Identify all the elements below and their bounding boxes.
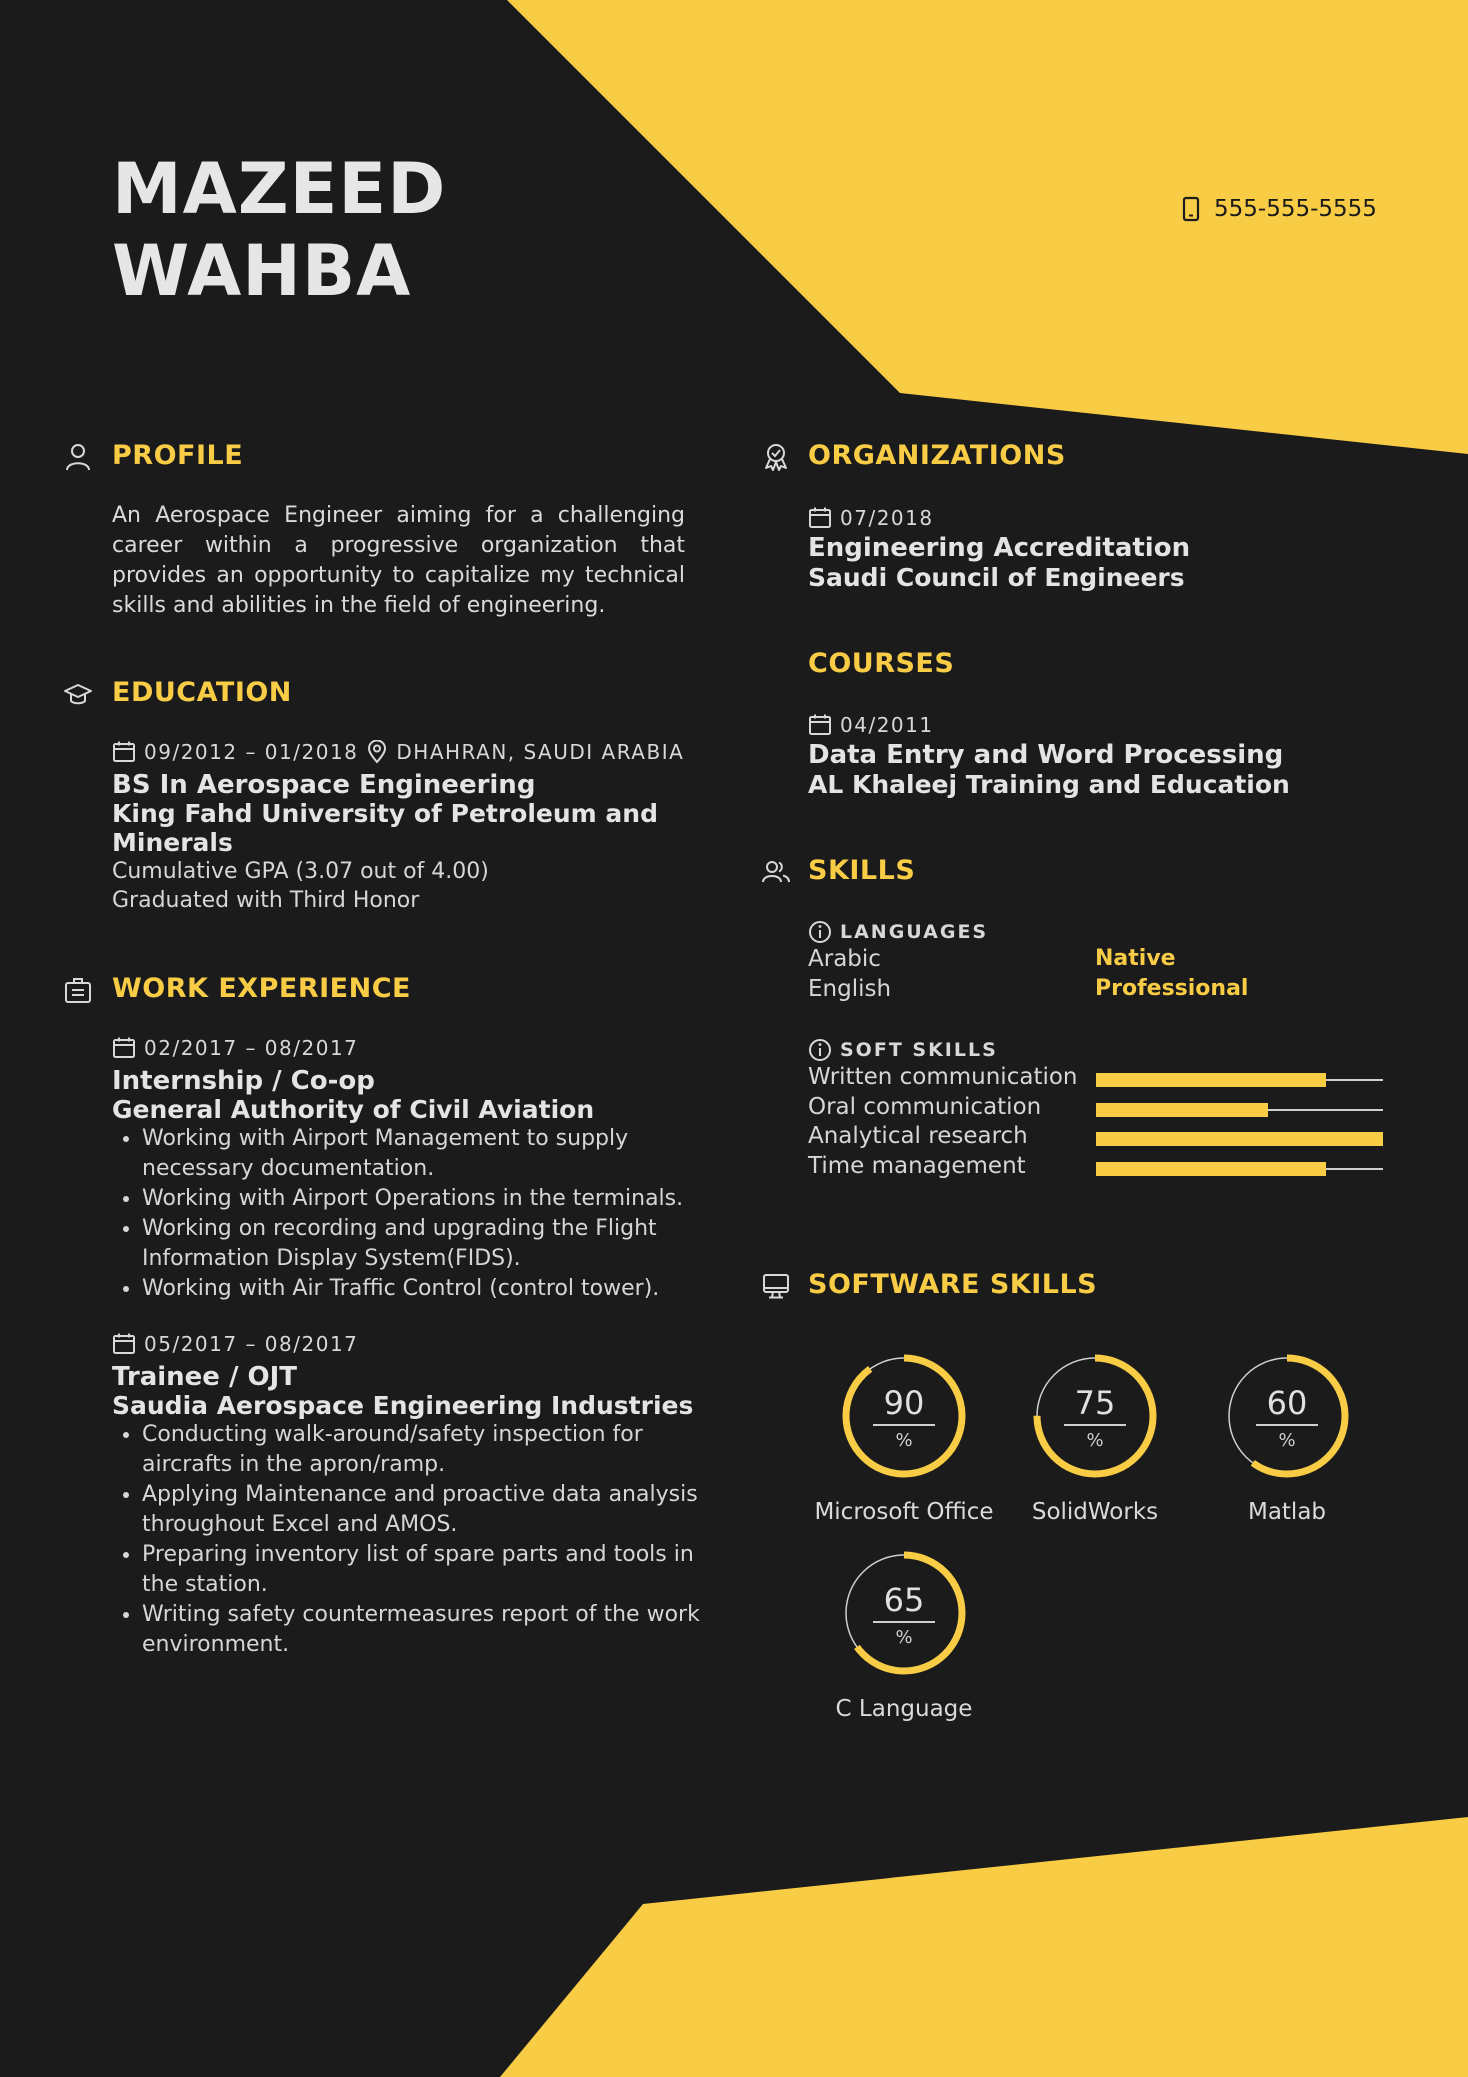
monitor-icon bbox=[761, 1271, 791, 1301]
calendar-icon bbox=[808, 714, 832, 736]
job1-company: General Authority of Civil Aviation bbox=[112, 1095, 595, 1124]
language-name: Arabic bbox=[808, 946, 881, 972]
job2-meta bbox=[112, 1332, 358, 1356]
job2-company: Saudia Aerospace Engineering Industries bbox=[112, 1391, 694, 1420]
course-name: Data Entry and Word Processing bbox=[808, 740, 1284, 770]
gauge-unit: % bbox=[895, 1627, 913, 1648]
education-degree: BS In Aerospace Engineering bbox=[112, 770, 536, 800]
job2-bullets bbox=[112, 1420, 707, 1660]
job2-date: 05/2017 – 08/2017 bbox=[144, 1332, 359, 1356]
organization-org: Saudi Council of Engineers bbox=[808, 563, 1185, 592]
info-icon bbox=[808, 1038, 832, 1062]
education-school-line2: Minerals bbox=[112, 828, 233, 857]
work-title: WORK EXPERIENCE bbox=[112, 973, 411, 1004]
language-level: Native bbox=[1095, 946, 1176, 971]
list-item: • Working on recording and upgrading the Flight Information Display System(FIDS). bbox=[142, 1214, 707, 1274]
briefcase-icon bbox=[63, 975, 93, 1005]
education-school-line1: King Fahd University of Petroleum and bbox=[112, 799, 658, 828]
soft-skill-name: Oral communication bbox=[808, 1093, 1042, 1120]
gauge-value: 75 bbox=[1074, 1384, 1116, 1422]
languages-subheading bbox=[808, 920, 988, 944]
gauge-value: 65 bbox=[883, 1581, 925, 1619]
gauge-value: 90 bbox=[883, 1384, 925, 1422]
education-title: EDUCATION bbox=[112, 677, 292, 708]
list-item: • Conducting walk-around/safety inspection for aircrafts in the apron/ramp. bbox=[142, 1420, 707, 1480]
candidate-name bbox=[112, 148, 446, 312]
organization-meta bbox=[808, 506, 934, 530]
location-pin-icon bbox=[366, 740, 388, 764]
graduation-cap-icon bbox=[63, 679, 93, 709]
language-level: Professional bbox=[1095, 976, 1249, 1001]
organization-date: 07/2018 bbox=[840, 506, 934, 530]
first-name: MAZEED bbox=[112, 148, 447, 230]
profile-text: An Aerospace Engineer aiming for a challenging career within a progressive organization that provides an opportunity to capitalize my technical skills and abilities in the field of engineering. bbox=[112, 503, 685, 618]
soft-skill-name: Time management bbox=[808, 1152, 1026, 1179]
software-skills-title: SOFTWARE SKILLS bbox=[808, 1269, 1098, 1300]
language-name: English bbox=[808, 976, 892, 1002]
gauge-label: SolidWorks bbox=[1031, 1499, 1159, 1525]
gauge-label: Microsoft Office bbox=[814, 1499, 994, 1525]
skill-bar-fill bbox=[1096, 1132, 1383, 1146]
languages-title: LANGUAGES bbox=[840, 921, 989, 943]
gauge-divider bbox=[873, 1424, 935, 1426]
gauge-unit: % bbox=[895, 1430, 913, 1451]
soft-skills-title: SOFT SKILLS bbox=[840, 1039, 998, 1061]
list-item: • Working with Airport Management to supply necessary documentation. bbox=[142, 1124, 707, 1184]
info-icon bbox=[808, 920, 832, 944]
gauge-unit: % bbox=[1278, 1430, 1296, 1451]
calendar-icon bbox=[112, 741, 136, 763]
people-icon bbox=[761, 857, 791, 887]
skills-title: SKILLS bbox=[808, 855, 916, 886]
gauge-value: 60 bbox=[1266, 1384, 1308, 1422]
job1-bullets bbox=[112, 1124, 707, 1304]
soft-skill-name: Analytical research bbox=[808, 1123, 1028, 1150]
soft-skill-name: Written communication bbox=[808, 1064, 1078, 1090]
calendar-icon bbox=[112, 1333, 136, 1355]
organizations-title: ORGANIZATIONS bbox=[808, 440, 1066, 471]
education-honor: Graduated with Third Honor bbox=[112, 888, 420, 913]
job1-meta bbox=[112, 1036, 358, 1060]
course-meta bbox=[808, 713, 934, 737]
gauge-label: Matlab bbox=[1247, 1499, 1327, 1525]
gauge-label: C Language bbox=[835, 1696, 973, 1722]
education-location: DHAHRAN, SAUDI ARABIA bbox=[396, 740, 685, 764]
gauge-divider bbox=[873, 1621, 935, 1623]
education-date: 09/2012 – 01/2018 bbox=[144, 740, 359, 764]
job1-role: Internship / Co-op bbox=[112, 1066, 375, 1096]
person-icon bbox=[63, 442, 93, 472]
skill-bar-fill bbox=[1096, 1162, 1326, 1176]
education-meta bbox=[112, 740, 684, 764]
list-item: • Working with Air Traffic Control (control tower). bbox=[142, 1274, 707, 1304]
gauge-divider bbox=[1256, 1424, 1318, 1426]
list-item: • Applying Maintenance and proactive data analysis throughout Excel and AMOS. bbox=[142, 1480, 707, 1540]
soft-skills-subheading bbox=[808, 1038, 998, 1062]
course-org: AL Khaleej Training and Education bbox=[808, 770, 1290, 799]
calendar-icon bbox=[808, 507, 832, 529]
job1-date: 02/2017 – 08/2017 bbox=[144, 1036, 359, 1060]
courses-title: COURSES bbox=[808, 648, 955, 679]
skill-bar-fill bbox=[1096, 1103, 1268, 1117]
award-ribbon-icon bbox=[761, 442, 791, 472]
gauge-divider bbox=[1064, 1424, 1126, 1426]
phone-icon bbox=[1182, 196, 1200, 222]
job2-role: Trainee / OJT bbox=[112, 1362, 298, 1392]
calendar-icon bbox=[112, 1037, 136, 1059]
list-item: • Preparing inventory list of spare parts and tools in the station. bbox=[142, 1540, 707, 1600]
skill-bar-fill bbox=[1096, 1073, 1326, 1087]
last-name: WAHBA bbox=[112, 230, 412, 312]
education-gpa: Cumulative GPA (3.07 out of 4.00) bbox=[112, 859, 489, 884]
list-item: • Writing safety countermeasures report of the work environment. bbox=[142, 1600, 707, 1660]
phone-number: 555-555-5555 bbox=[1214, 196, 1377, 222]
course-date: 04/2011 bbox=[840, 713, 934, 737]
profile-title: PROFILE bbox=[112, 440, 244, 471]
organization-name: Engineering Accreditation bbox=[808, 533, 1191, 563]
gauge-unit: % bbox=[1086, 1430, 1104, 1451]
phone-contact[interactable] bbox=[1182, 196, 1377, 222]
list-item: • Working with Airport Operations in the terminals. bbox=[142, 1184, 707, 1214]
